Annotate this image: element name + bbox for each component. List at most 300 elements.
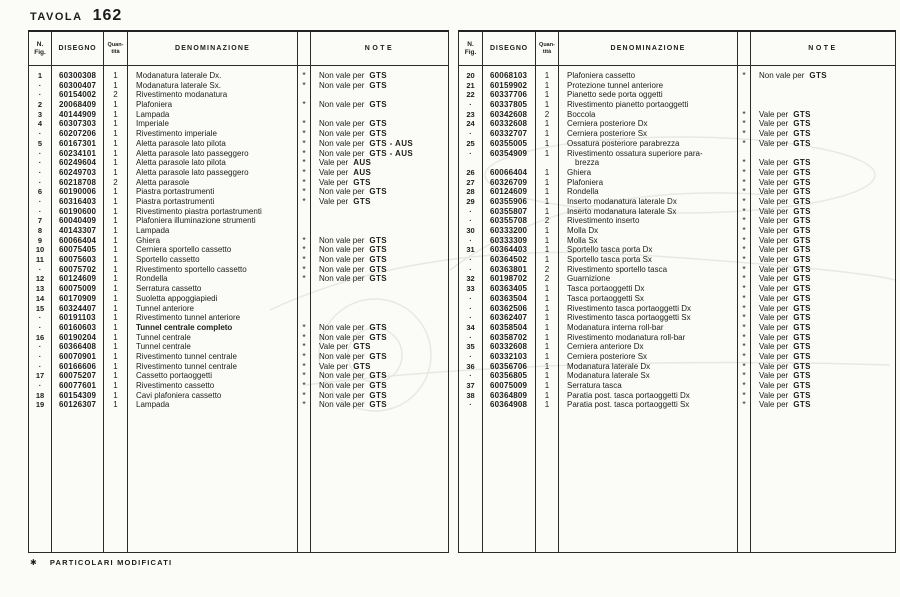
disegno-cell: 60234101	[52, 149, 104, 159]
qty-cell: 1	[536, 400, 559, 410]
modified-star-cell: *	[298, 119, 311, 129]
fig-cell: 12	[29, 274, 52, 284]
note-model-code: GTS	[793, 274, 811, 284]
modified-star-cell: *	[298, 333, 311, 343]
denominazione-cell: Tunnel centrale completo	[128, 323, 298, 333]
qty-cell: 1	[104, 323, 128, 333]
note-text: Non vale per	[319, 264, 365, 274]
note-text: Vale per	[759, 313, 789, 323]
fig-cell: ·	[29, 342, 52, 352]
note-model-code: GTS	[793, 303, 811, 313]
disegno-cell: 60363504	[483, 294, 536, 304]
note-cell	[311, 71, 448, 81]
note-model-code: GTS	[369, 119, 388, 129]
denominazione-cell: Rivestimento inserto	[559, 216, 738, 226]
disegno-cell: 60249604	[52, 158, 104, 168]
fig-cell: 33	[459, 284, 483, 294]
note-cell	[311, 265, 448, 275]
note-text: Vale per	[759, 303, 789, 313]
modified-star-cell: *	[738, 236, 751, 246]
fig-cell: 15	[29, 304, 52, 314]
modified-star-cell: *	[738, 129, 751, 139]
note-model-code: GTS	[793, 313, 811, 323]
denominazione-cell: Ghiera	[559, 168, 738, 178]
disegno-cell: 60358504	[483, 323, 536, 333]
modified-star-cell: *	[738, 110, 751, 120]
note-text: Vale per	[759, 322, 789, 332]
fig-cell: ·	[29, 352, 52, 362]
note-text: Vale per	[319, 177, 349, 187]
denominazione-cell: Sportello cassetto	[128, 255, 298, 265]
fig-cell: ·	[29, 158, 52, 168]
disegno-cell: 60075009	[483, 381, 536, 391]
denominazione-cell: Rivestimento tunnel centrale	[128, 352, 298, 362]
note-cell	[751, 197, 895, 207]
note-model-code: GTS	[793, 158, 811, 168]
disegno-cell: 60068103	[483, 71, 536, 81]
denominazione-cell: Plafoniera illuminazione strumenti	[128, 216, 298, 226]
disegno-cell: 60364908	[483, 400, 536, 410]
note-model-code: GTS	[353, 177, 371, 187]
note-text: Vale per	[759, 196, 789, 206]
qty-cell: 1	[536, 178, 559, 188]
modified-star-cell: *	[298, 187, 311, 197]
fig-cell: 14	[29, 294, 52, 304]
denominazione-cell: Cerniera posteriore Sx	[559, 129, 738, 139]
disegno-cell: 60324407	[52, 304, 104, 314]
qty-cell: 1	[536, 207, 559, 217]
qty-cell	[536, 158, 559, 168]
col-header-qty: Quan- tità	[104, 32, 128, 66]
disegno-cell: 60333200	[483, 226, 536, 236]
note-cell	[311, 197, 448, 207]
qty-cell: 1	[536, 371, 559, 381]
disegno-cell: 60075009	[52, 284, 104, 294]
qty-cell: 1	[536, 81, 559, 91]
disegno-cell: 60300407	[52, 81, 104, 91]
note-text: Vale per	[319, 158, 349, 168]
disegno-cell: 60358702	[483, 333, 536, 343]
denominazione-cell: Modanatura laterale Dx	[559, 362, 738, 372]
denominazione-cell: Rivestimento tunnel centrale	[128, 362, 298, 372]
note-cell	[311, 362, 448, 372]
note-model-code: GTS	[793, 187, 811, 197]
note-model-code: GTS	[809, 71, 828, 80]
qty-cell: 1	[536, 333, 559, 343]
modified-star-cell: *	[298, 391, 311, 401]
note-text: Vale per	[759, 400, 789, 410]
col-header-denominazione: DENOMINAZIONE	[559, 32, 738, 66]
disegno-cell: 60355807	[483, 207, 536, 217]
disegno-cell: 60066404	[483, 168, 536, 178]
denominazione-cell: Modanatura interna roll-bar	[559, 323, 738, 333]
note-cell	[311, 226, 448, 236]
note-cell	[311, 342, 448, 352]
filler-cell	[738, 410, 751, 552]
qty-cell: 1	[104, 265, 128, 275]
filler-cell	[559, 410, 738, 552]
note-model-code: GTS	[793, 342, 811, 352]
fig-cell: ·	[459, 149, 483, 159]
filler-cell	[459, 410, 483, 552]
note-cell	[311, 274, 448, 284]
fig-cell: 30	[459, 226, 483, 236]
modified-star-cell	[298, 284, 311, 294]
note-model-code: GTS	[793, 206, 811, 216]
disegno-cell: 60170909	[52, 294, 104, 304]
note-cell	[311, 284, 448, 294]
modified-star-cell: *	[298, 255, 311, 265]
denominazione-cell: Cerniera sportello cassetto	[128, 245, 298, 255]
note-model-code: GTS	[793, 351, 811, 361]
note-model-code: GTS	[793, 322, 811, 332]
note-cell	[751, 323, 895, 333]
fig-cell: ·	[29, 265, 52, 275]
modified-star-cell: *	[738, 178, 751, 188]
col-header-disegno: DISEGNO	[52, 32, 104, 66]
note-text: Vale per	[759, 129, 789, 139]
parts-table-left	[28, 30, 449, 553]
col-header-qty: Quan- tità	[536, 32, 559, 66]
filler-cell	[751, 410, 895, 552]
fig-cell: ·	[459, 371, 483, 381]
note-text: Vale per	[759, 361, 789, 371]
note-cell	[751, 352, 895, 362]
disegno-cell: 60337805	[483, 100, 536, 110]
denominazione-cell: Rivestimento modanatura	[128, 90, 298, 100]
note-text: Vale per	[759, 342, 789, 352]
denominazione-cell: Plafoniera cassetto	[559, 71, 738, 81]
qty-cell: 1	[536, 100, 559, 110]
note-text: Vale per	[759, 138, 789, 148]
disegno-cell: 60332608	[483, 119, 536, 129]
note-cell	[751, 216, 895, 226]
disegno-cell: 60332707	[483, 129, 536, 139]
modified-star-cell: *	[738, 333, 751, 343]
fig-cell: ·	[459, 265, 483, 275]
fig-cell: ·	[459, 333, 483, 343]
note-model-code: GTS	[369, 351, 388, 361]
disegno-cell: 60337706	[483, 90, 536, 100]
note-cell	[751, 139, 895, 149]
qty-cell: 1	[104, 400, 128, 410]
disegno-cell: 60126307	[52, 400, 104, 410]
qty-cell: 1	[104, 149, 128, 159]
qty-cell: 1	[104, 226, 128, 236]
note-text: Non vale per	[319, 119, 365, 129]
note-text: Vale per	[759, 264, 789, 274]
fig-cell: 10	[29, 245, 52, 255]
fig-cell: 29	[459, 197, 483, 207]
fig-cell: ·	[29, 197, 52, 207]
note-model-code: GTS	[369, 100, 388, 110]
note-model-code: GTS	[369, 187, 388, 197]
modified-star-cell: *	[738, 371, 751, 381]
denominazione-cell: Guarnizione	[559, 274, 738, 284]
col-header-note: NOTE	[751, 32, 895, 66]
note-text: Vale per	[759, 332, 789, 342]
note-model-code: GTS	[793, 245, 811, 255]
note-text: Vale per	[759, 245, 789, 255]
note-model-code: GTS	[793, 400, 811, 410]
denominazione-cell: Rondella	[559, 187, 738, 197]
disegno-cell: 60356706	[483, 362, 536, 372]
qty-cell: 1	[536, 129, 559, 139]
note-text: Vale per	[759, 226, 789, 235]
note-cell	[751, 304, 895, 314]
denominazione-cell: Aletta parasole lato pilota	[128, 139, 298, 149]
qty-cell: 1	[536, 381, 559, 391]
fig-cell: 17	[29, 371, 52, 381]
qty-cell: 1	[104, 139, 128, 149]
qty-cell: 1	[104, 245, 128, 255]
fig-cell: 18	[29, 391, 52, 401]
qty-cell: 1	[104, 100, 128, 110]
disegno-cell: 60363801	[483, 265, 536, 275]
qty-cell: 1	[536, 149, 559, 159]
fig-cell: 26	[459, 168, 483, 178]
note-text: Vale per	[319, 361, 349, 371]
col-header-star	[738, 32, 751, 66]
filler-cell	[52, 410, 104, 552]
denominazione-cell: Plafoniera	[559, 178, 738, 188]
note-cell	[751, 333, 895, 343]
denominazione-cell: Suoletta appoggiapiedi	[128, 294, 298, 304]
qty-cell: 1	[104, 304, 128, 314]
note-cell	[751, 119, 895, 129]
note-cell	[311, 119, 448, 129]
col-header-fig-line1: N.	[467, 41, 474, 48]
note-cell	[751, 158, 895, 168]
disegno-cell: 40143307	[52, 226, 104, 236]
disegno-cell: 60363405	[483, 284, 536, 294]
note-text: Vale per	[759, 177, 789, 187]
fig-cell: ·	[29, 381, 52, 391]
denominazione-cell: Ghiera	[128, 236, 298, 246]
qty-cell: 1	[536, 294, 559, 304]
modified-star-cell	[298, 207, 311, 217]
denominazione-cell: Rivestimento tasca portaoggetti Sx	[559, 313, 738, 323]
note-cell	[311, 110, 448, 120]
disegno-cell: 60342608	[483, 110, 536, 120]
qty-cell: 1	[104, 129, 128, 139]
disegno-cell: 60066404	[52, 236, 104, 246]
qty-cell: 1	[536, 187, 559, 197]
disegno-cell: 60198702	[483, 274, 536, 284]
fig-cell: ·	[459, 100, 483, 110]
disegno-cell: 60154309	[52, 391, 104, 401]
modified-star-cell: *	[738, 381, 751, 391]
note-cell	[751, 391, 895, 401]
col-header-denominazione: DENOMINAZIONE	[128, 32, 298, 66]
fig-cell: 19	[29, 400, 52, 410]
denominazione-cell: Rivestimento pianetto portaoggetti	[559, 100, 738, 110]
denominazione-cell: Sportello tasca porta Dx	[559, 245, 738, 255]
note-cell	[311, 149, 448, 159]
note-cell	[311, 304, 448, 314]
disegno-cell: 40144909	[52, 110, 104, 120]
qty-cell: 1	[104, 216, 128, 226]
fig-cell	[459, 158, 483, 168]
note-text: Vale per	[319, 167, 349, 177]
modified-star-cell: *	[298, 352, 311, 362]
note-text: Vale per	[759, 167, 789, 177]
modified-star-cell: *	[738, 294, 751, 304]
fig-cell: ·	[459, 304, 483, 314]
note-cell	[311, 352, 448, 362]
modified-star-cell: *	[738, 168, 751, 178]
fig-cell: 23	[459, 110, 483, 120]
modified-star-cell: *	[298, 168, 311, 178]
disegno-cell: 60124609	[52, 274, 104, 284]
note-cell	[751, 245, 895, 255]
note-cell	[311, 313, 448, 323]
note-cell	[311, 90, 448, 100]
disegno-cell: 60160603	[52, 323, 104, 333]
note-model-code: GTS - AUS	[369, 138, 414, 148]
qty-cell: 1	[104, 207, 128, 217]
modified-star-cell	[298, 294, 311, 304]
note-model-code: GTS	[369, 322, 388, 332]
denominazione-cell: Cassetto portaoggetti	[128, 371, 298, 381]
modified-star-cell	[738, 90, 751, 100]
modified-star-cell: *	[738, 207, 751, 217]
modified-star-cell	[738, 81, 751, 91]
disegno-cell: 60332103	[483, 352, 536, 362]
fig-cell: 7	[29, 216, 52, 226]
note-model-code: GTS	[369, 71, 388, 80]
note-model-code: GTS	[369, 264, 388, 274]
note-model-code: GTS	[793, 264, 811, 274]
note-cell	[751, 71, 895, 81]
modified-star-cell: *	[738, 391, 751, 401]
denominazione-cell: Modanatura laterale Sx.	[128, 81, 298, 91]
fig-cell: 3	[29, 110, 52, 120]
modified-star-cell: *	[738, 352, 751, 362]
footer-legend	[30, 558, 172, 567]
note-model-code: GTS - AUS	[369, 148, 414, 158]
note-text: Vale per	[759, 216, 789, 226]
denominazione-cell: Piastra portastrumenti	[128, 187, 298, 197]
disegno-cell: 60364403	[483, 245, 536, 255]
note-text: Vale per	[759, 351, 789, 361]
note-cell	[311, 81, 448, 91]
note-text: Non vale per	[319, 235, 365, 245]
modified-star-cell: *	[298, 323, 311, 333]
fig-cell: ·	[459, 216, 483, 226]
note-text: Vale per	[759, 187, 789, 197]
filler-cell	[128, 410, 298, 552]
denominazione-cell: Imperiale	[128, 119, 298, 129]
modified-star-cell: *	[738, 323, 751, 333]
disegno-cell: 60075702	[52, 265, 104, 275]
qty-cell: 1	[104, 255, 128, 265]
qty-cell: 1	[104, 197, 128, 207]
modified-star-cell: *	[738, 158, 751, 168]
note-cell	[751, 149, 895, 159]
col-header-fig	[459, 32, 483, 66]
fig-cell: 9	[29, 236, 52, 246]
disegno-cell: 60167301	[52, 139, 104, 149]
note-model-code: GTS	[793, 226, 811, 235]
note-cell	[751, 342, 895, 352]
modified-star-cell: *	[738, 255, 751, 265]
qty-cell: 2	[536, 110, 559, 120]
note-model-code: GTS	[793, 167, 811, 177]
filler-cell	[104, 410, 128, 552]
fig-cell: 34	[459, 323, 483, 333]
note-text: Non vale per	[319, 100, 365, 110]
fig-cell: ·	[29, 362, 52, 372]
modified-star-cell: *	[738, 187, 751, 197]
modified-star-cell: *	[298, 381, 311, 391]
note-cell	[311, 187, 448, 197]
modified-star-cell: *	[738, 274, 751, 284]
modified-star-cell: *	[738, 119, 751, 129]
note-text: Vale per	[759, 255, 789, 265]
note-cell	[751, 294, 895, 304]
col-header-fig-line2: Fig.	[464, 48, 477, 56]
note-model-code: GTS	[369, 255, 388, 265]
qty-cell: 1	[536, 391, 559, 401]
denominazione-cell: Lampada	[128, 226, 298, 236]
note-text: Vale per	[759, 293, 789, 303]
fig-cell: ·	[29, 178, 52, 188]
modified-star-cell: *	[738, 313, 751, 323]
qty-cell: 1	[104, 371, 128, 381]
qty-cell: 1	[104, 110, 128, 120]
disegno-cell: 60316403	[52, 197, 104, 207]
note-model-code: GTS	[369, 390, 388, 400]
modified-star-cell: *	[298, 342, 311, 352]
note-model-code: GTS	[793, 138, 811, 148]
qty-cell: 1	[104, 362, 128, 372]
qty-cell: 1	[536, 119, 559, 129]
denominazione-cell: Paratia post. tasca portaoggetti Dx	[559, 391, 738, 401]
note-model-code: GTS	[369, 381, 388, 390]
note-text: Non vale per	[319, 148, 365, 158]
denominazione-cell: Tunnel anteriore	[128, 304, 298, 314]
denominazione-cell: Paratia post. tasca portaoggetti Sx	[559, 400, 738, 410]
note-text: Non vale per	[319, 71, 365, 80]
note-cell	[311, 207, 448, 217]
fig-cell: ·	[29, 129, 52, 139]
denominazione-cell: Cavi plafoniera cassetto	[128, 391, 298, 401]
denominazione-cell: Protezione tunnel anteriore	[559, 81, 738, 91]
disegno-cell: 60326709	[483, 178, 536, 188]
note-model-code: GTS	[793, 381, 811, 390]
note-cell	[311, 371, 448, 381]
note-cell	[751, 255, 895, 265]
note-cell	[311, 216, 448, 226]
qty-cell: 1	[104, 119, 128, 129]
fig-cell: ·	[29, 81, 52, 91]
denominazione-cell: Molla Sx	[559, 236, 738, 246]
denominazione-cell: Rivestimento sportello tasca	[559, 265, 738, 275]
qty-cell: 1	[536, 71, 559, 81]
note-cell	[751, 207, 895, 217]
note-text: Vale per	[759, 381, 789, 390]
disegno-cell: 60366408	[52, 342, 104, 352]
denominazione-cell: Tasca portaoggetti Sx	[559, 294, 738, 304]
qty-cell: 1	[104, 158, 128, 168]
note-model-code: GTS	[793, 109, 811, 119]
note-cell	[311, 400, 448, 410]
note-model-code: GTS	[793, 235, 811, 245]
note-model-code: GTS	[353, 361, 371, 371]
fig-cell: 20	[459, 71, 483, 81]
note-text: Non vale per	[319, 351, 365, 361]
